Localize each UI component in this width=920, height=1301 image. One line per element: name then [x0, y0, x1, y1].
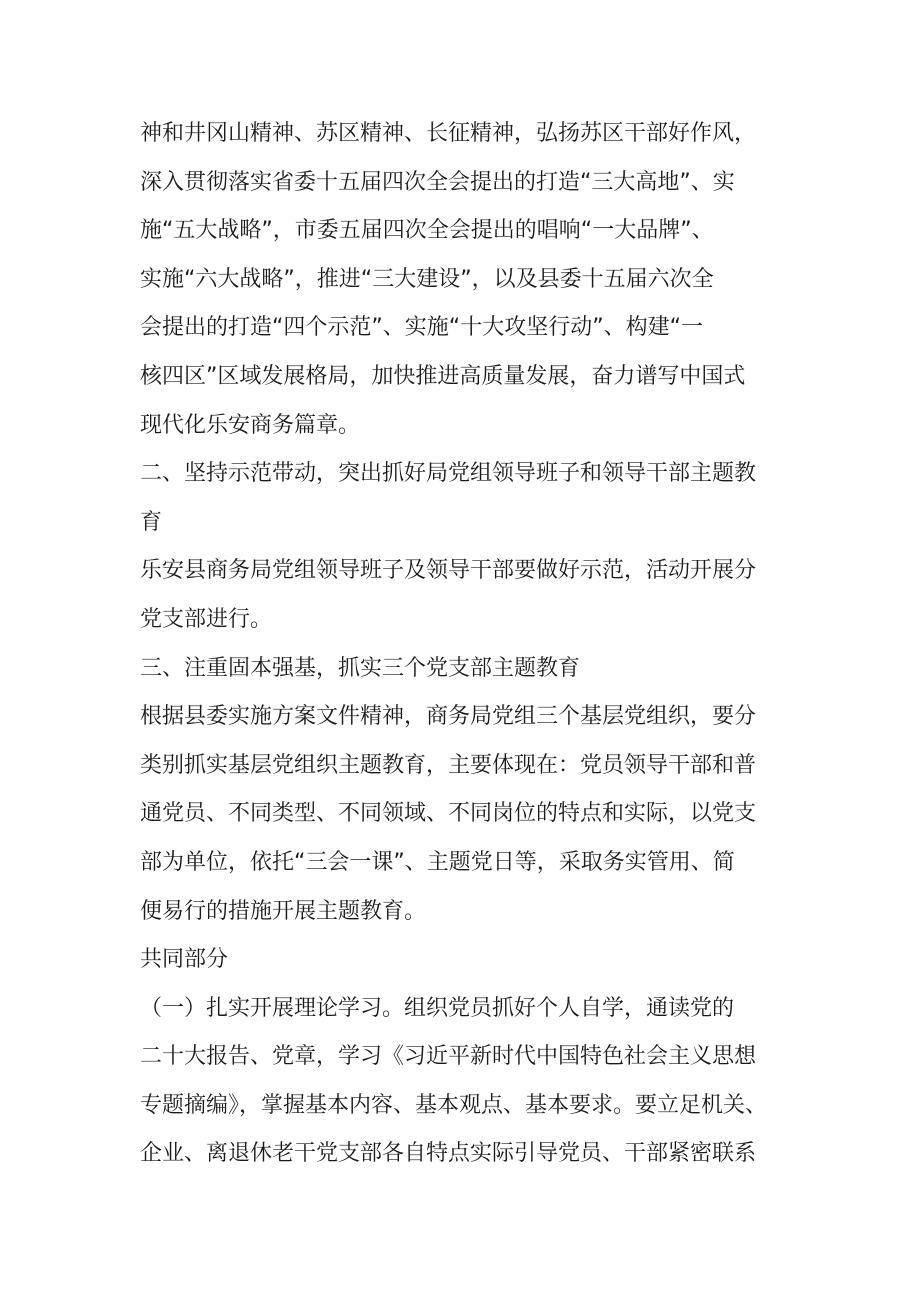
section-heading-2-cont: 育 — [140, 509, 163, 535]
text-line: 根据县委实施方案文件精神，商务局党组三个基层党组织，要分 — [140, 704, 757, 730]
text-line: 实施“六大战略”，推进“三大建设”，以及县委十五届六次全 — [140, 266, 714, 292]
text-line: 专题摘编》，掌握基本内容、基本观点、基本要求。要立足机关、 — [140, 1092, 768, 1118]
text-line: 部为单位，依托“三会一课”、主题党日等，采取务实管用、简 — [140, 849, 735, 875]
text-line: 现代化乐安商务篇章。 — [140, 412, 361, 438]
text-line: 类别抓实基层党组织主题教育，主要体现在：党员领导干部和普 — [140, 752, 757, 778]
text-line: 企业、离退休老干党支部各自特点实际引导党员、干部紧密联系 — [140, 1141, 757, 1167]
text-line: 核四区”区域发展格局，加快推进高质量发展，奋力谱写中国式 — [140, 363, 746, 389]
section-heading-2: 二、坚持示范带动，突出抓好局党组领导班子和领导干部主题教 — [140, 461, 757, 487]
text-line: 通党员、不同类型、不同领域、不同岗位的特点和实际，以党支 — [140, 801, 757, 827]
text-line: 党支部进行。 — [140, 606, 273, 632]
text-line: 会提出的打造“四个示范”、实施“十大攻坚行动”、构建“一 — [140, 315, 703, 341]
text-line: 乐安县商务局党组领导班子及领导干部要做好示范，活动开展分 — [140, 558, 757, 584]
text-line: 二十大报告、党章，学习《习近平新时代中国特色社会主义思想 — [140, 1044, 757, 1070]
text-line: 神和井冈山精神、苏区精神、长征精神，弘扬苏区干部好作风， — [140, 121, 757, 146]
document-body — [140, 110, 790, 1179]
text-line: （一）扎实开展理论学习。组织党员抓好个人自学，通读党的 — [140, 995, 735, 1021]
section-heading-3: 三、注重固本强基，抓实三个党支部主题教育 — [140, 655, 581, 681]
text-line: 深入贯彻落实省委十五届四次全会提出的打造“三大高地”、实 — [140, 169, 735, 195]
subsection-heading: 共同部分 — [140, 947, 229, 973]
text-line: 施“五大战略”，市委五届四次全会提出的唱响“一大品牌”、 — [140, 218, 714, 244]
text-line: 便易行的措施开展主题教育。 — [140, 898, 427, 924]
